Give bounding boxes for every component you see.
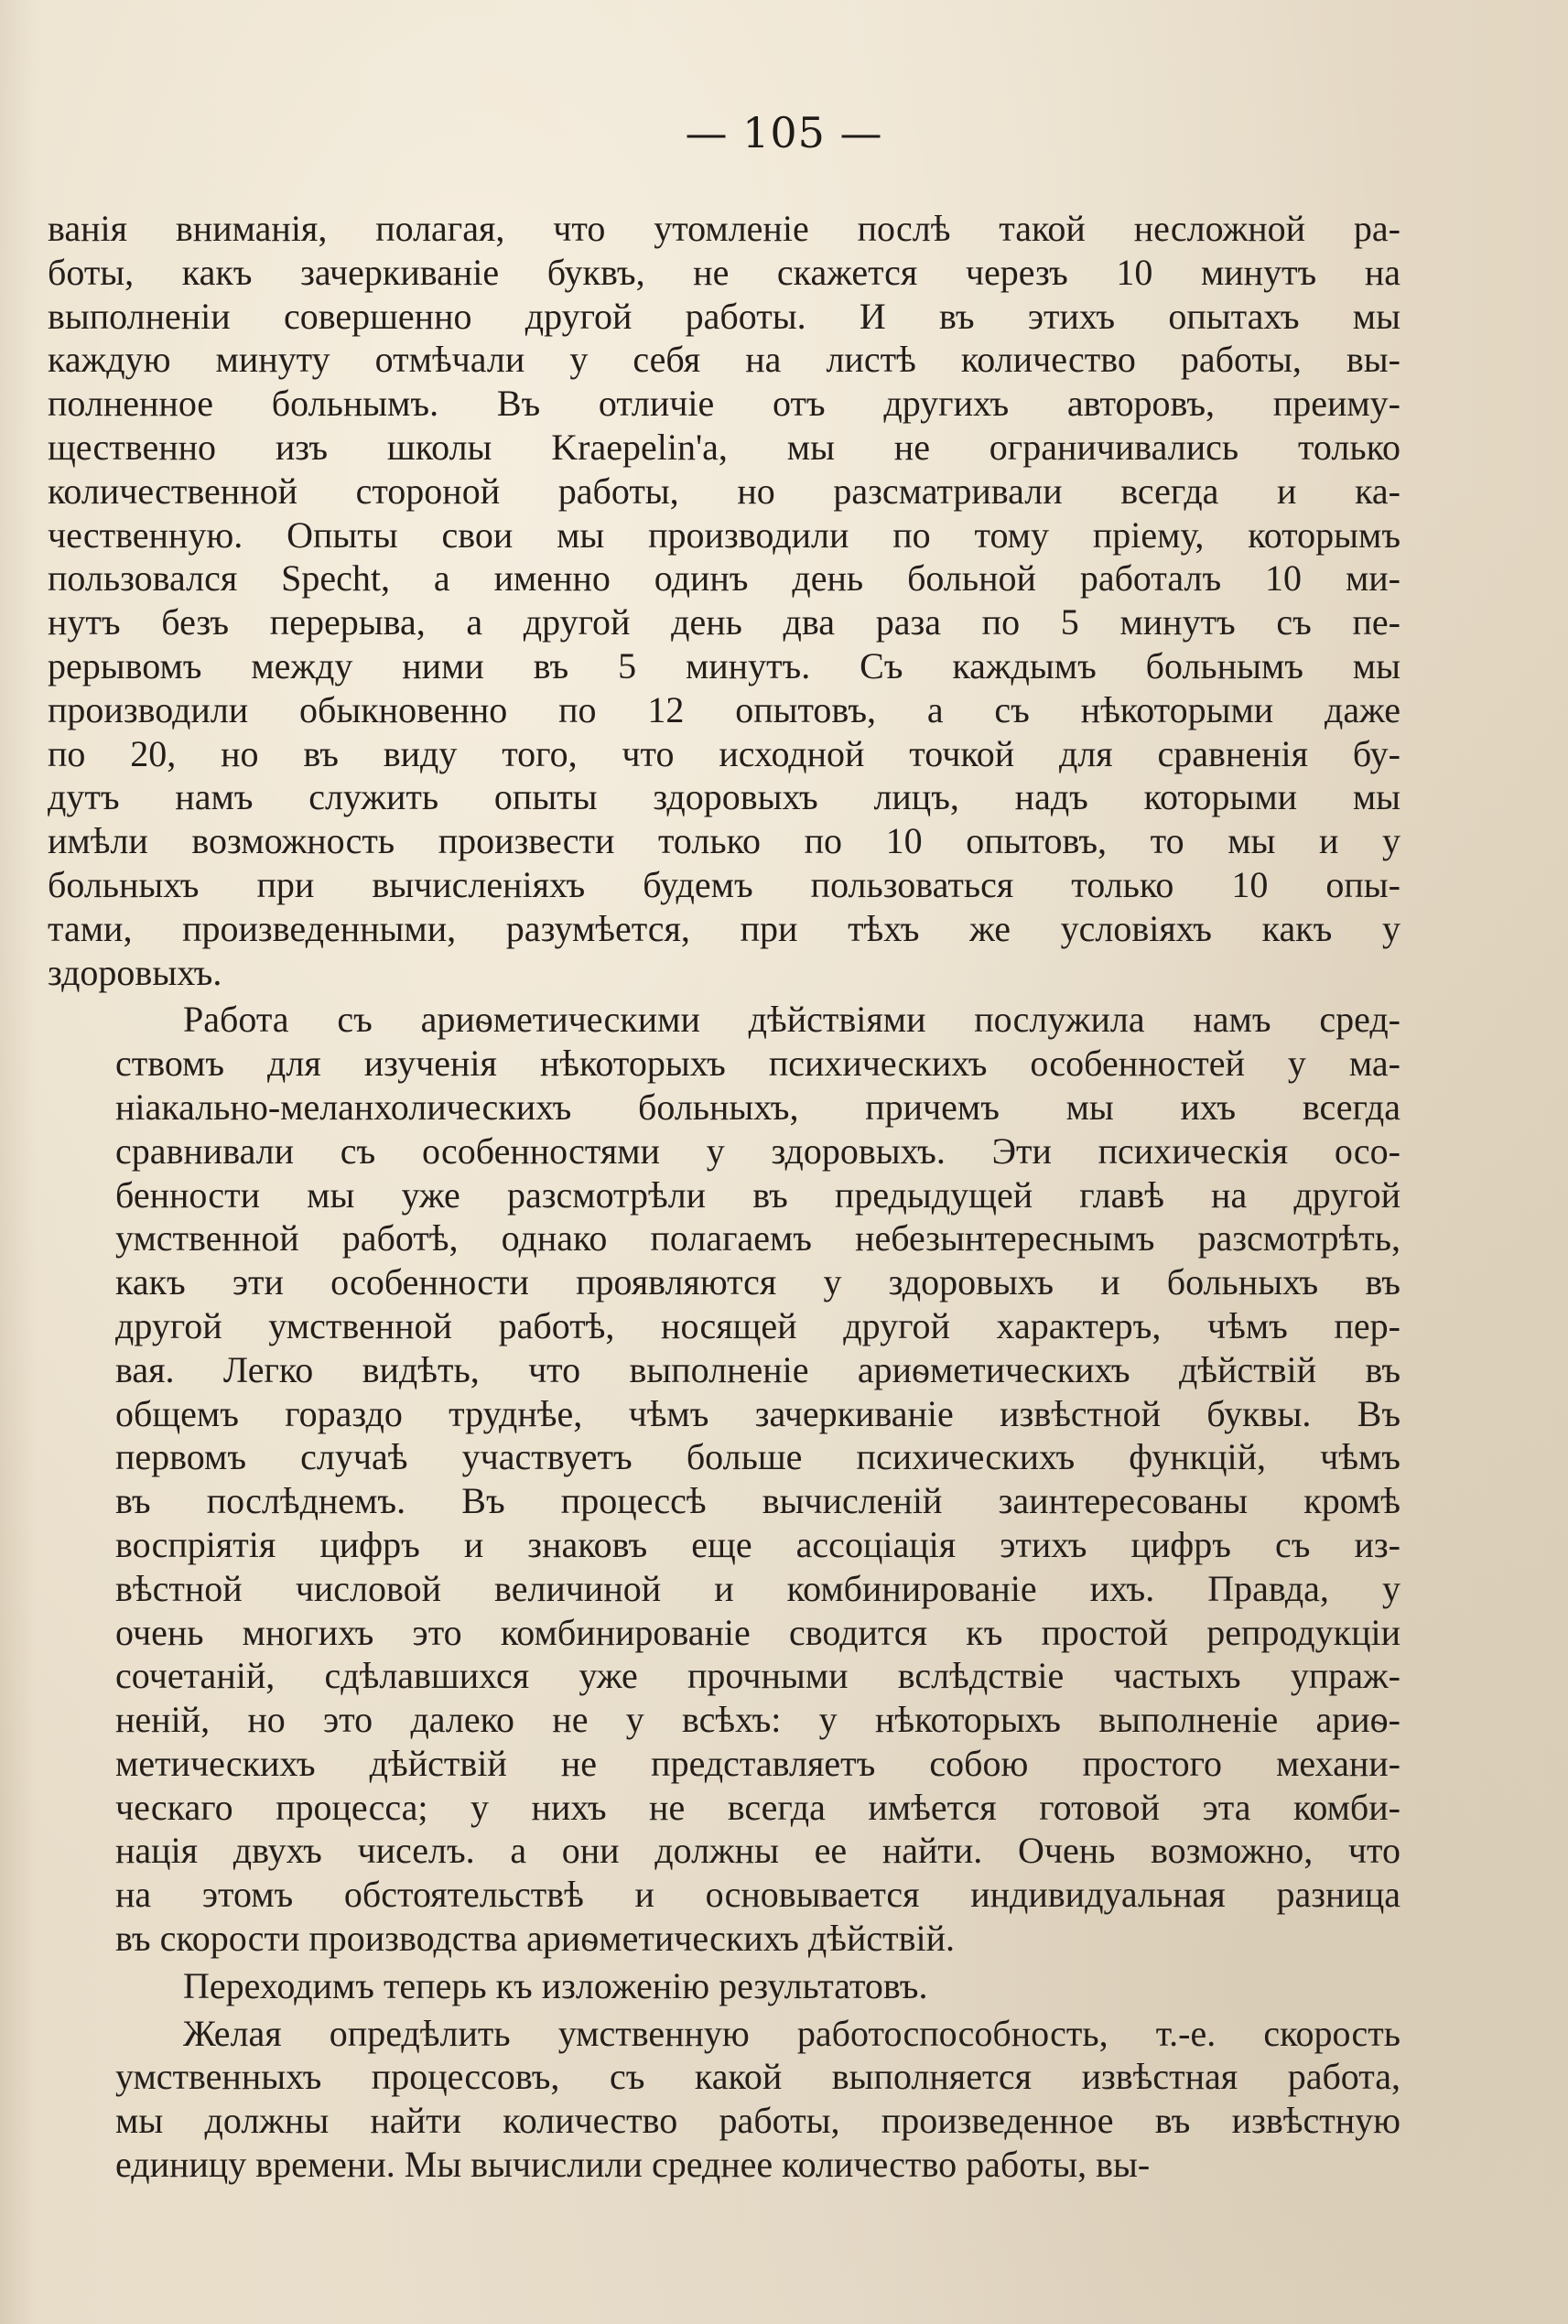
text-line: нація двухъ чиселъ. а они должны ее найти. Очень возможно, что [115, 1830, 1400, 1872]
text-line: вая. Легко видѣть, что выполненіе ариѳметическихъ дѣйствій въ [115, 1348, 1400, 1390]
text-line: тами, произведенными, разумѣется, при тѣхъ же условіяхъ какъ у [48, 907, 1400, 949]
text-line: умственной работѣ, однако полагаемъ небезынтереснымъ разсмотрѣть, [115, 1217, 1400, 1259]
text-line: имѣли возможность произвести только по 10 опытовъ, то мы и у [48, 820, 1400, 862]
paragraph-4 [48, 2012, 1400, 2187]
text-line: въ послѣднемъ. Въ процессѣ вычисленій заинтересованы кромѣ [115, 1480, 1400, 1522]
text-line: умственныхъ процессовъ, съ какой выполняется извѣстная работа, [115, 2056, 1400, 2098]
text-line: очень многихъ это комбинированіе сводится къ простой репродукціи [115, 1611, 1400, 1653]
text-line: вѣстной числовой величиной и комбинированіе ихъ. Правда, у [115, 1567, 1400, 1609]
text-line: по 20, но въ виду того, что исходной точкой для сравненія бу- [48, 732, 1400, 774]
text-line: дутъ намъ служить опыты здоровыхъ лицъ, надъ которыми мы [48, 776, 1400, 818]
text-line: щественно изъ школы Kraepelin'а, мы не ограничивались только [48, 426, 1400, 468]
paragraph-1 [48, 207, 1400, 994]
text-line: общемъ гораздо труднѣе, чѣмъ зачеркиваніе извѣстной буквы. Въ [115, 1392, 1400, 1434]
text-line: въ скорости производства ариѳметическихъ дѣйствій. [115, 1918, 955, 1960]
text-line: бенности мы уже разсмотрѣли въ предыдущей главѣ на другой [115, 1173, 1400, 1216]
text-line: выполненіи совершенно другой работы. И въ этихъ опытахъ мы [48, 295, 1400, 337]
paragraph-2 [48, 998, 1400, 1961]
text-line: количественной стороной работы, но разсматривали всегда и ка- [48, 470, 1400, 512]
text-line: сочетаній, сдѣлавшихся уже прочными вслѣдствіе частыхъ упраж- [115, 1655, 1400, 1697]
text-line: метическихъ дѣйствій не представляетъ собою простого механи- [115, 1742, 1400, 1784]
page-number: — 105 — [685, 108, 883, 157]
text-line: ніакально-меланхолическихъ больныхъ, причемъ мы ихъ всегда [115, 1086, 1400, 1128]
text-line: боты, какъ зачеркиваніе буквъ, не скажется черезъ 10 минутъ на [48, 251, 1400, 293]
text-line: больныхъ при вычисленіяхъ будемъ пользоваться только 10 опы- [48, 863, 1400, 905]
text-line: воспріятія цифръ и знаковъ еще ассоціація этихъ цифръ съ из- [115, 1523, 1400, 1565]
text-line: полненное больнымъ. Въ отличіе отъ другихъ авторовъ, преиму- [48, 383, 1400, 425]
text-line: единицу времени. Мы вычислили среднее количество работы, вы- [115, 2144, 1151, 2186]
text-line: сравнивали съ особенностями у здоровыхъ. Эти психическія осо- [115, 1130, 1400, 1172]
text-line: на этомъ обстоятельствѣ и основывается индивидуальная разница [115, 1874, 1400, 1916]
text-line: Работа съ ариѳметическими дѣйствіями послужила намъ сред- [183, 999, 1400, 1041]
text-line: ческаго процесса; у нихъ не всегда имѣется готовой эта комби- [115, 1786, 1400, 1828]
text-line: ванія вниманія, полагая, что утомленіе послѣ такой несложной ра- [48, 208, 1400, 249]
text-line: пользовался Specht, а именно одинъ день больной работалъ 10 ми- [48, 557, 1400, 600]
text-line: чественную. Опыты свои мы производили по тому пріему, которымъ [48, 513, 1400, 556]
text-line: другой умственной работѣ, носящей другой характеръ, чѣмъ пер- [115, 1304, 1400, 1346]
body-text [48, 207, 1400, 2190]
text-line: ствомъ для изученія нѣкоторыхъ психическихъ особенностей у ма- [115, 1043, 1400, 1085]
text-line: неній, но это далеко не у всѣхъ: у нѣкоторыхъ выполненіе ариѳ- [115, 1699, 1400, 1741]
text-line: рерывомъ между ними въ 5 минутъ. Съ каждымъ больнымъ мы [48, 644, 1400, 686]
text-line: Желая опредѣлить умственную работоспособность, т.-е. скорость [183, 2012, 1400, 2054]
text-line: здоровыхъ. [48, 951, 222, 993]
text-line: мы должны найти количество работы, произведенное въ извѣстную [115, 2100, 1400, 2142]
text-line: какъ эти особенности проявляются у здоровыхъ и больныхъ въ [115, 1261, 1400, 1303]
text-line: нутъ безъ перерыва, а другой день два раза по 5 минутъ съ пе- [48, 601, 1400, 643]
paragraph-3 [48, 1964, 1400, 2008]
text-line: первомъ случаѣ участвуетъ больше психическихъ функцій, чѣмъ [115, 1436, 1400, 1478]
text-line: каждую минуту отмѣчали у себя на листѣ количество работы, вы- [48, 339, 1400, 381]
text-line: Переходимъ теперь къ изложенію результатовъ. [183, 1964, 928, 2006]
text-line: производили обыкновенно по 12 опытовъ, а съ нѣкоторыми даже [48, 688, 1400, 730]
